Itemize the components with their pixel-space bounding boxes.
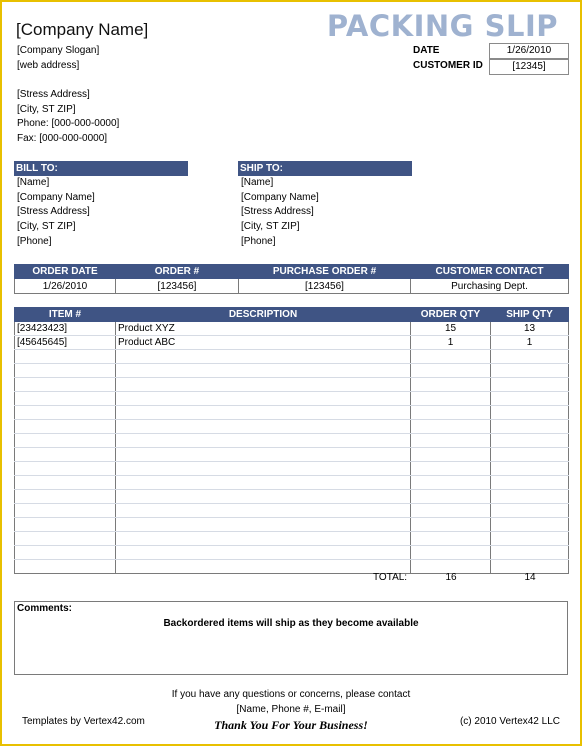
description-cell[interactable] <box>116 532 411 546</box>
item-number-cell[interactable]: [45645645] <box>15 336 116 350</box>
customer-id-label: CUSTOMER ID <box>413 60 483 71</box>
ship-to-city: [City, ST ZIP] <box>241 221 300 232</box>
table-row <box>15 378 569 392</box>
item-number-cell[interactable] <box>15 406 116 420</box>
company-web: [web address] <box>17 60 80 71</box>
company-city: [City, ST ZIP] <box>17 104 76 115</box>
item-number-header: ITEM # <box>15 308 116 322</box>
item-number-cell[interactable] <box>15 560 116 574</box>
description-cell[interactable] <box>116 504 411 518</box>
description-cell[interactable] <box>116 350 411 364</box>
items-body <box>15 322 569 574</box>
description-cell[interactable] <box>116 560 411 574</box>
ship-qty-cell[interactable]: 1 <box>491 336 569 350</box>
table-row <box>15 504 569 518</box>
total-ship-qty: 14 <box>524 572 536 583</box>
order-qty-cell[interactable] <box>411 350 491 364</box>
description-cell[interactable] <box>116 406 411 420</box>
description-cell[interactable] <box>116 476 411 490</box>
description-cell[interactable] <box>116 364 411 378</box>
ship-qty-cell[interactable] <box>491 476 569 490</box>
company-slogan: [Company Slogan] <box>17 45 100 56</box>
description-cell[interactable] <box>116 518 411 532</box>
description-header: DESCRIPTION <box>116 308 411 322</box>
order-number-value[interactable]: [123456] <box>116 279 239 294</box>
date-label: DATE <box>413 45 440 56</box>
table-row <box>15 490 569 504</box>
table-row <box>15 434 569 448</box>
bill-to-company: [Company Name] <box>17 192 95 203</box>
company-name: [Company Name] <box>16 20 149 39</box>
customer-contact-header: CUSTOMER CONTACT <box>411 265 569 279</box>
table-row <box>15 336 569 350</box>
order-qty-cell[interactable] <box>411 392 491 406</box>
company-fax: Fax: [000-000-0000] <box>17 133 108 144</box>
customer-contact-value[interactable]: Purchasing Dept. <box>411 279 569 294</box>
description-cell[interactable]: Product XYZ <box>116 322 411 336</box>
bill-to-street: [Stress Address] <box>17 206 90 217</box>
order-qty-cell[interactable] <box>411 532 491 546</box>
table-row <box>15 406 569 420</box>
item-number-cell[interactable] <box>15 490 116 504</box>
order-qty-cell[interactable] <box>411 364 491 378</box>
footer-thanks: Thank You For Your Business! <box>214 718 368 732</box>
item-number-cell[interactable] <box>15 546 116 560</box>
item-number-cell[interactable] <box>15 448 116 462</box>
ship-qty-cell[interactable] <box>491 448 569 462</box>
description-cell[interactable]: Product ABC <box>116 336 411 350</box>
ship-qty-cell[interactable] <box>491 546 569 560</box>
table-row <box>15 448 569 462</box>
footer-copyright: (c) 2010 Vertex42 LLC <box>459 716 560 727</box>
order-qty-cell[interactable] <box>411 434 491 448</box>
document-title: PACKING SLIP <box>326 9 558 43</box>
ship-qty-header: SHIP QTY <box>491 308 569 322</box>
ship-qty-cell[interactable] <box>491 392 569 406</box>
description-cell[interactable] <box>116 490 411 504</box>
ship-qty-cell[interactable] <box>491 350 569 364</box>
table-row <box>15 350 569 364</box>
order-qty-cell[interactable] <box>411 518 491 532</box>
items-table <box>14 307 569 574</box>
order-qty-cell[interactable] <box>411 546 491 560</box>
bill-to-heading: BILL TO: <box>14 161 188 176</box>
comments-label: Comments: <box>17 603 73 614</box>
comments-text: Backordered items will ship as they become available <box>163 618 419 629</box>
ship-qty-cell[interactable] <box>491 532 569 546</box>
ship-to-name: [Name] <box>241 177 274 188</box>
order-qty-cell[interactable] <box>411 504 491 518</box>
company-phone: Phone: [000-000-0000] <box>17 118 120 129</box>
description-cell[interactable] <box>116 546 411 560</box>
table-row <box>15 532 569 546</box>
ship-qty-cell[interactable]: 13 <box>491 322 569 336</box>
ship-qty-cell[interactable] <box>491 406 569 420</box>
bill-to-phone: [Phone] <box>17 236 52 247</box>
table-row <box>15 420 569 434</box>
date-value[interactable]: 1/26/2010 <box>489 43 569 59</box>
total-order-qty: 16 <box>445 572 457 583</box>
order-date-header: ORDER DATE <box>15 265 116 279</box>
ship-to-street: [Stress Address] <box>241 206 314 217</box>
bill-to-city: [City, ST ZIP] <box>17 221 76 232</box>
item-number-cell[interactable] <box>15 518 116 532</box>
ship-to-heading: SHIP TO: <box>238 161 412 176</box>
customer-id-value[interactable]: [12345] <box>489 59 569 75</box>
footer-contact-line: If you have any questions or concerns, please contact <box>171 689 411 700</box>
description-cell[interactable] <box>116 462 411 476</box>
order-qty-header: ORDER QTY <box>411 308 491 322</box>
item-number-cell[interactable]: [23423423] <box>15 322 116 336</box>
ship-qty-cell[interactable] <box>491 490 569 504</box>
order-date-value[interactable]: 1/26/2010 <box>15 279 116 294</box>
table-row <box>15 546 569 560</box>
table-row <box>15 322 569 336</box>
order-qty-cell[interactable] <box>411 476 491 490</box>
ship-qty-cell[interactable] <box>491 504 569 518</box>
footer-contact-info: [Name, Phone #, E-mail] <box>236 704 346 715</box>
footer-templates-by[interactable]: Templates by Vertex42.com <box>22 716 145 727</box>
table-row <box>15 392 569 406</box>
order-qty-cell[interactable] <box>411 448 491 462</box>
order-qty-cell[interactable] <box>411 378 491 392</box>
item-number-cell[interactable] <box>15 476 116 490</box>
ship-qty-cell[interactable] <box>491 364 569 378</box>
item-number-cell[interactable] <box>15 504 116 518</box>
description-cell[interactable] <box>116 434 411 448</box>
order-number-header: ORDER # <box>116 265 239 279</box>
ship-qty-cell[interactable] <box>491 378 569 392</box>
order-info-table <box>14 264 569 294</box>
purchase-order-value[interactable]: [123456] <box>239 279 411 294</box>
ship-qty-cell[interactable] <box>491 420 569 434</box>
bill-to-name: [Name] <box>17 177 50 188</box>
order-qty-cell[interactable] <box>411 406 491 420</box>
order-qty-cell[interactable] <box>411 420 491 434</box>
ship-to-company: [Company Name] <box>241 192 319 203</box>
purchase-order-header: PURCHASE ORDER # <box>239 265 411 279</box>
total-label: TOTAL: <box>373 572 408 583</box>
table-row <box>15 476 569 490</box>
description-cell[interactable] <box>116 392 411 406</box>
item-number-cell[interactable] <box>15 462 116 476</box>
description-cell[interactable] <box>116 378 411 392</box>
ship-qty-cell[interactable] <box>491 462 569 476</box>
description-cell[interactable] <box>116 448 411 462</box>
order-qty-cell[interactable] <box>411 462 491 476</box>
order-qty-cell[interactable]: 15 <box>411 322 491 336</box>
item-number-cell[interactable] <box>15 434 116 448</box>
item-number-cell[interactable] <box>15 364 116 378</box>
item-number-cell[interactable] <box>15 392 116 406</box>
company-street: [Stress Address] <box>17 89 90 100</box>
item-number-cell[interactable] <box>15 378 116 392</box>
item-number-cell[interactable] <box>15 420 116 434</box>
description-cell[interactable] <box>116 420 411 434</box>
table-row <box>15 364 569 378</box>
item-number-cell[interactable] <box>15 532 116 546</box>
ship-qty-cell[interactable] <box>491 434 569 448</box>
comments-box[interactable] <box>14 601 568 675</box>
table-row <box>15 462 569 476</box>
ship-to-phone: [Phone] <box>241 236 276 247</box>
order-qty-cell[interactable]: 1 <box>411 336 491 350</box>
ship-qty-cell[interactable] <box>491 518 569 532</box>
table-row <box>15 518 569 532</box>
item-number-cell[interactable] <box>15 350 116 364</box>
order-qty-cell[interactable] <box>411 490 491 504</box>
